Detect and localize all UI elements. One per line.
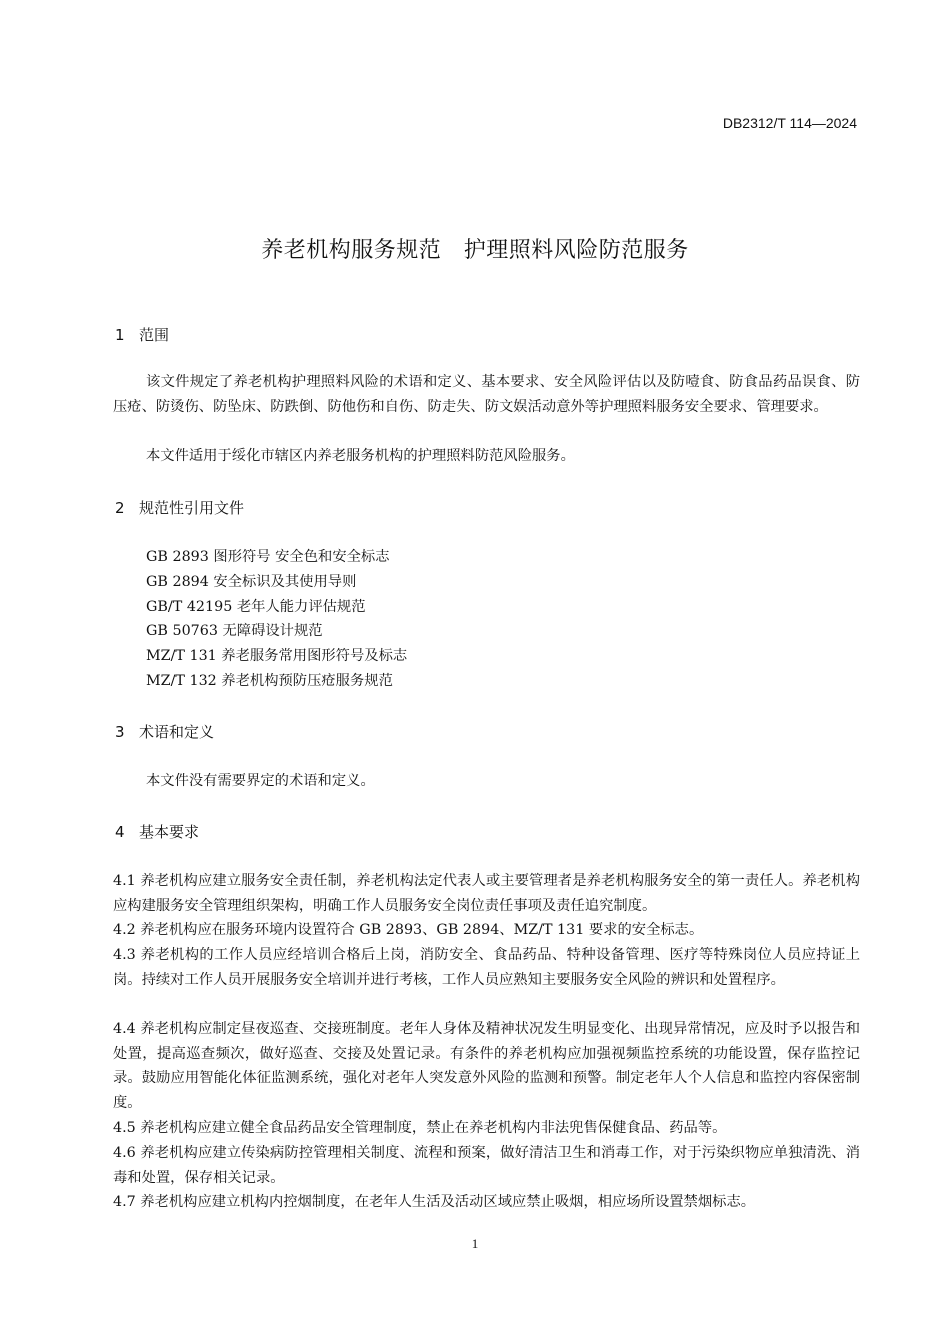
reference-item: MZ/T 132 养老机构预防压疮服务规范: [146, 672, 393, 689]
clause-4-3: 4.3 养老机构的工作人员应经培训合格后上岗，消防安全、食品药品、特种设备管理、医疗等特殊岗位人员应持证上岗。持续对工作人员开展服务安全培训并进行考核，工作人员应熟知主要服务安全风险的辨识和处置程序。: [113, 947, 860, 988]
section-title: 术语和定义: [139, 723, 215, 741]
reference-item: GB 2894 安全标识及其使用导则: [146, 573, 357, 590]
reference-item: GB/T 42195 老年人能力评估规范: [146, 598, 366, 615]
document-title: 养老机构服务规范 护理照料风险防范服务: [261, 238, 689, 263]
reference-item: GB 50763 无障碍设计规范: [146, 623, 323, 640]
standard-code: DB2312/T 114—2024: [722, 115, 857, 131]
clause-4-7: 4.7 养老机构应建立机构内控烟制度，在老年人生活及活动区域应禁止吸烟，相应场所设置禁烟标志。: [113, 1194, 756, 1210]
reference-item: MZ/T 131 养老服务常用图形符号及标志: [146, 648, 408, 665]
clause-4-6: 4.6 养老机构应建立传染病防控管理相关制度、流程和预案，做好清洁卫生和消毒工作，对于污染织物应单独清洗、消毒和处置，保存相关记录。: [113, 1145, 860, 1186]
section-number: 1: [115, 326, 125, 344]
section-title: 范围: [139, 326, 170, 344]
section-title: 规范性引用文件: [139, 499, 245, 517]
section-heading-references: [115, 497, 244, 518]
section-number: 3: [115, 723, 125, 741]
reference-item: GB 2893 图形符号 安全色和安全标志: [146, 549, 390, 565]
section-number: 4: [115, 823, 125, 841]
clause-4-4: 4.4 养老机构应制定昼夜巡查、交接班制度。老年人身体及精神状况发生明显变化、出现异常情况，应及时予以报告和处置，提高巡查频次，做好巡查、交接及处置记录。有条件的养老机构应加强视频监控系统的功能设置，保存监控记录。鼓励应用智能化体征监测系统，强化对老年人突发意外风险的监测和预警。制定老年人个人信息和监控内容保密制度。: [113, 1021, 860, 1111]
section-heading-terms: [115, 721, 214, 742]
section-heading-scope: [115, 324, 169, 345]
scope-paragraph-2: 本文件适用于绥化市辖区内养老服务机构的护理照料防范风险服务。: [146, 448, 575, 464]
section-number: 2: [115, 499, 125, 517]
clause-4-5: 4.5 养老机构应建立健全食品药品安全管理制度，禁止在养老机构内非法兜售保健食品、药品等。: [113, 1120, 727, 1136]
reference-list: [146, 545, 407, 694]
clause-4-2: 4.2 养老机构应在服务环境内设置符合 GB 2893、GB 2894、MZ/T 131 要求的安全标志。: [113, 922, 704, 938]
page-number: 1: [471, 1236, 479, 1251]
section-heading-basic: [115, 821, 199, 842]
clause-4-1: 4.1 养老机构应建立服务安全责任制，养老机构法定代表人或主要管理者是养老机构服务安全的第一责任人。养老机构应构建服务安全管理组织架构，明确工作人员服务安全岗位责任事项及责任追究制度。: [113, 873, 860, 914]
scope-paragraph-1: 该文件规定了养老机构护理照料风险的术语和定义、基本要求、安全风险评估以及防噎食、防食品药品误食、防压疮、防烫伤、防坠床、防跌倒、防他伤和自伤、防走失、防文娱活动意外等护理照料服务安全要求、管理要求。: [113, 374, 860, 415]
terms-paragraph: 本文件没有需要界定的术语和定义。: [146, 773, 375, 789]
section-title: 基本要求: [139, 823, 200, 841]
